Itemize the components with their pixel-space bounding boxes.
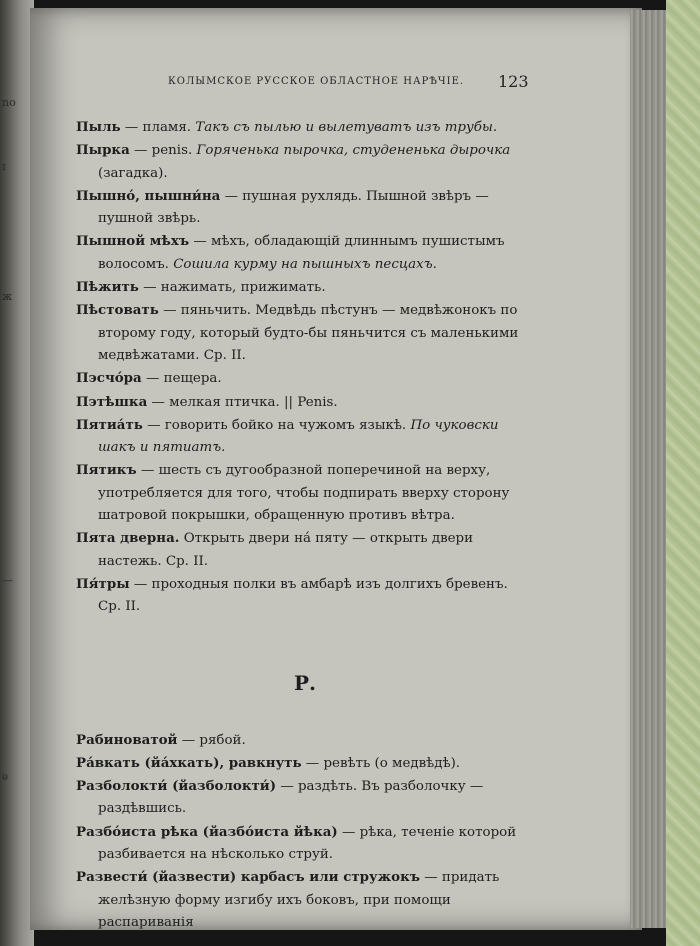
left-page-fragment: no xyxy=(2,96,16,109)
entry-example: По чуковски шакъ и пятиатъ. xyxy=(98,417,499,456)
dictionary-entry xyxy=(76,752,534,775)
entry-headword: Пыль xyxy=(76,119,121,135)
entry-definition: — рѣка, теченіе которой разбивается на нѣсколько струй. xyxy=(98,824,517,863)
left-page-edge xyxy=(0,0,34,946)
entry-definition: — придать желѣзную форму изгибу ихъ боковъ, при помощи распариванія xyxy=(98,870,500,930)
entry-example: Сошила курму на пышныхъ песцахъ. xyxy=(173,256,437,272)
dictionary-entry xyxy=(76,821,534,867)
dictionary-entry xyxy=(76,367,534,390)
entry-headword: Рабиноватой xyxy=(76,731,178,748)
entry-definition: — penis. xyxy=(129,143,197,159)
entry-definition: — мелкая птичка. || Penis. xyxy=(147,394,338,410)
dictionary-text xyxy=(76,116,534,934)
dictionary-entry xyxy=(76,527,534,573)
left-page-fragment: ѳ xyxy=(2,770,9,783)
entry-definition: — пещера. xyxy=(141,371,222,387)
entry-definition: — ревѣть (о медвѣдѣ). xyxy=(301,755,461,771)
dictionary-entry xyxy=(76,299,534,367)
entry-headword: Ра́вкать (йа́хкать), равкнуть xyxy=(76,754,302,771)
book-cover xyxy=(666,0,700,946)
dictionary-entry xyxy=(76,391,534,414)
page-number: 123 xyxy=(498,72,529,91)
entry-headword: Разбо́иста рѣка (йазбо́иста йѣка) xyxy=(76,823,338,840)
entry-definition: — рябой. xyxy=(177,732,246,748)
running-title: КОЛЫМСКОЕ РУССКОЕ ОБЛАСТНОЕ НАРѢЧІЕ. xyxy=(168,76,465,87)
dictionary-entry xyxy=(76,414,534,460)
entry-definition: — нажимать, прижимать. xyxy=(138,280,326,296)
entries-list-r xyxy=(76,729,534,935)
dictionary-entry xyxy=(76,185,534,231)
entry-definition: (загадка). xyxy=(98,165,168,181)
entry-headword: Пырка xyxy=(76,142,130,159)
page-block-edge xyxy=(630,10,670,928)
entry-example: Такъ съ пылью и вылетуватъ изъ трубы. xyxy=(195,120,498,135)
entry-headword: Разболокти́ (йазболокти́) xyxy=(76,778,277,795)
entry-headword: Пышно́, пышни́на xyxy=(76,187,221,204)
entry-definition: — мѣхъ, обладающій длиннымъ пушистымъ волосомъ. xyxy=(98,234,505,272)
entries-list-p xyxy=(76,116,534,619)
dictionary-entry xyxy=(76,729,534,752)
left-page-fragment: ɪ xyxy=(2,160,6,173)
dictionary-entry xyxy=(76,866,534,934)
entry-headword: Пятикъ xyxy=(76,462,137,479)
entry-definition: — пяньчить. Медвѣдь пѣстунъ — медвѣжонокъ по второму году, который будто-бы пяньчится съ маленькими медвѣжатами. Ср. II. xyxy=(98,303,519,363)
entry-headword: Пятиа́ть xyxy=(76,416,143,433)
dictionary-entry xyxy=(76,116,534,139)
entry-definition: — пламя. xyxy=(120,120,196,135)
entry-example: Горяченька пырочка, студененька дырочка xyxy=(196,143,511,159)
entry-definition: — шесть съ дугообразной поперечиной на верху, употребляется для того, чтобы подпирать вверху сторону шатровой покрышки, обращенную противъ вѣтра. xyxy=(98,463,510,524)
entry-definition: — проходныя полки въ амбарѣ изъ долгихъ бревенъ. Ср. II. xyxy=(98,576,508,615)
entry-headword: Пышной мѣхъ xyxy=(76,233,190,250)
section-letter: Р. xyxy=(293,670,316,695)
entry-definition: — пушная рухлядь. Пышной звѣръ — пушной звѣрь. xyxy=(98,188,489,227)
entry-headword: Пѣжить xyxy=(76,279,139,296)
dictionary-entry xyxy=(76,139,534,185)
dictionary-entry xyxy=(76,775,534,821)
entry-headword: Развести́ (йазвести) карбасъ или стружокъ xyxy=(76,869,421,886)
entry-definition: Открыть двери на́ пяту — открыть двери настежь. Ср. II. xyxy=(98,531,474,569)
entry-headword: Пя́тры xyxy=(76,575,130,592)
entry-definition: — раздѣть. Въ разболочку — раздѣвшись. xyxy=(98,779,484,817)
entry-definition: — говорить бойко на чужомъ языкѣ. xyxy=(142,417,411,433)
left-page-fragment: — xyxy=(2,574,13,587)
entry-headword: Пэсчо́ра xyxy=(76,370,142,387)
dictionary-entry xyxy=(76,276,534,299)
dictionary-entry xyxy=(76,573,534,619)
dictionary-entry xyxy=(76,459,534,527)
entry-headword: Пята дверна. xyxy=(76,530,180,547)
left-page-fragment: ж xyxy=(2,290,13,303)
dictionary-entry xyxy=(76,230,534,276)
entry-headword: Пѣстовать xyxy=(76,302,159,319)
entry-headword: Пэтѣшка xyxy=(76,393,148,410)
